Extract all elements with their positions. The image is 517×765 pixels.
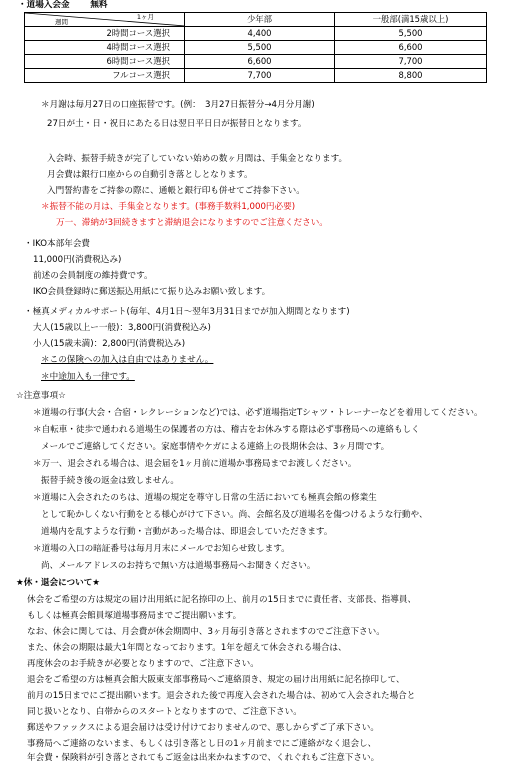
monthly-fee-table bbox=[24, 12, 487, 83]
general-fee: 8,800 bbox=[335, 69, 487, 83]
junior-fee: 7,700 bbox=[185, 69, 335, 83]
note-line: ＊月謝は毎月27日の口座振替です。(例： 3月27日振替分→4月分月謝) bbox=[41, 100, 315, 110]
junior-fee: 4,400 bbox=[185, 27, 335, 41]
note-line: 入門誓約書をご持参の際に、通帳と銀行印も併せてご持参下さい。 bbox=[47, 186, 305, 196]
header-junior: 少年部 bbox=[185, 13, 335, 27]
section-title-insurance: ・極真メディカルサポート(毎年、4月1日～翌年3月31日までが加入期間となります) bbox=[24, 307, 350, 317]
section-title-cautions: ☆注意事項☆ bbox=[16, 391, 66, 401]
entry-fee-label: ・道場入会金 bbox=[18, 0, 70, 10]
note-line: 27日が土・日・祝日にあたる日は翌日平日日が振替日となります。 bbox=[47, 119, 307, 129]
corner-bottom-label: 週間 bbox=[55, 17, 68, 26]
table-row bbox=[25, 27, 487, 41]
leave-line: なお、休会に関しては、月会費が休会期間中、3ヶ月毎引き落とされますのでご注意下さい。 bbox=[27, 627, 385, 637]
note-line: 入会時、振替手続きが完了していない始めの数ヶ月間は、手集金となります。 bbox=[47, 154, 348, 164]
leave-line: 事務局へご連絡のないまま、もしくは引き落とし日の1ヶ月前までにご連絡がなく退会し、 bbox=[27, 739, 377, 749]
junior-fee: 5,500 bbox=[185, 41, 335, 55]
corner-diagonal bbox=[25, 13, 185, 26]
row-label: 6時間コース選択 bbox=[25, 55, 185, 69]
table-corner-cell bbox=[25, 13, 185, 27]
iko-line: IKO会員登録時に郵送振込用紙にて振り込みお願い致します。 bbox=[33, 287, 271, 297]
table-header-row bbox=[25, 13, 487, 27]
section-title-leave: ★休・退会について★ bbox=[16, 578, 100, 588]
row-label: 2時間コース選択 bbox=[25, 27, 185, 41]
leave-line: もしくは極真会館員塚道場事務局までご提出願います。 bbox=[27, 611, 242, 621]
warning-line: ＊振替不能の月は、手集金となります。(事務手数料1,000円必要) bbox=[41, 202, 296, 212]
caution-line: ＊自転車・徒歩で通われる道場生の保護者の方は、稽古をお休みする際は必ず事務局への連絡もしく bbox=[33, 425, 420, 435]
insurance-line: 大人(15歳以上ー一般)：3,800円(消費税込み) bbox=[33, 323, 211, 333]
entry-fee-row bbox=[18, 0, 108, 11]
leave-line: 年会費・保険料が引き落とされてもご返金は出来かねますので、くれぐれもご注意下さい。 bbox=[27, 753, 380, 763]
warning-line: 万一、滞納が3回続きますと滞納退会になりますのでご注意ください。 bbox=[56, 218, 328, 228]
leave-line: 再度休会のお手続きが必要となりますので、ご注意下さい。 bbox=[27, 659, 259, 669]
caution-line: 道場内を乱すような行動・言動があった場合は、即退会していただきます。 bbox=[41, 527, 333, 537]
header-general: 一般部(満15歳以上) bbox=[335, 13, 487, 27]
note-line: 月会費は銀行口座からの自動引き落としとなります。 bbox=[47, 170, 253, 180]
leave-line: また、休会の期限は最大1年間となっております。1年を超えて休会される場合は、 bbox=[27, 643, 347, 653]
caution-line: として恥かしくない行動をとる様心がけて下さい。尚、会館名及び道場名を傷つけるような行動や、 bbox=[41, 510, 428, 520]
section-title-iko: ・IKO本部年会費 bbox=[24, 239, 91, 249]
caution-line: メールでご連絡してください。家庭事情やケガによる連絡上の長期休会は、3ヶ月間です。 bbox=[41, 442, 390, 452]
row-label: フルコース選択 bbox=[25, 69, 185, 83]
caution-line: ＊道場の入口の暗証番号は毎月月末にメールでお知らせ致します。 bbox=[33, 544, 290, 554]
caution-line: ＊道場に入会されたのちは、道場の規定を尊守し日常の生活においても極真会館の修業生 bbox=[33, 493, 377, 503]
entry-fee-value: 無料 bbox=[90, 0, 108, 10]
junior-fee: 6,600 bbox=[185, 55, 335, 69]
leave-line: 郵送やファックスによる退会届けは受け付けておりませんので、悪しからずご了承下さい。 bbox=[27, 723, 379, 733]
table-row bbox=[25, 69, 487, 83]
caution-line: ＊万一、退会される場合は、退会届を1ヶ月前に道場か事務局までお渡しください。 bbox=[33, 459, 357, 469]
caution-line: ＊道場の行事(大会・合宿・レクレーションなど)では、必ず道場指定Tシャツ・トレーナーなどを着用してください。 bbox=[33, 408, 483, 418]
general-fee: 5,500 bbox=[335, 27, 487, 41]
leave-line: 前月の15日までにご提出願います。退会された後で再度入会された場合は、初めて入会された場合と bbox=[27, 691, 416, 701]
row-label: 4時間コース選択 bbox=[25, 41, 185, 55]
caution-line: 振替手続き後の返金は致しません。 bbox=[41, 476, 180, 486]
corner-top-label: 1ヶ月 bbox=[136, 13, 154, 21]
insurance-line: ＊この保険への加入は自由ではありません。 bbox=[41, 355, 214, 365]
leave-line: 同じ扱いとなり、白帯からのスタートとなりますので、ご注意下さい。 bbox=[27, 707, 302, 717]
iko-line: 11,000円(消費税込み) bbox=[33, 255, 122, 265]
leave-line: 休会をご希望の方は規定の届け出用紙に記名捺印の上、前月の15日までに責任者、支部長、指導員、 bbox=[27, 595, 417, 605]
leave-line: 退会をご希望の方は極真会館大阪東支部事務局へご連絡頂き、規定の届け出用紙に記名捺印して、 bbox=[27, 675, 405, 685]
insurance-line: ＊中途加入も一律です。 bbox=[41, 372, 135, 382]
table-row bbox=[25, 41, 487, 55]
general-fee: 6,600 bbox=[335, 41, 487, 55]
table-row bbox=[25, 55, 487, 69]
iko-line: 前述の会員制度の維持費です。 bbox=[33, 271, 153, 281]
caution-line: 尚、メールアドレスのお持ちで無い方は道場事務局へお聞きください。 bbox=[41, 561, 316, 571]
insurance-line: 小人(15歳未満)：2,800円(消費税込み) bbox=[33, 339, 186, 349]
general-fee: 7,700 bbox=[335, 55, 487, 69]
